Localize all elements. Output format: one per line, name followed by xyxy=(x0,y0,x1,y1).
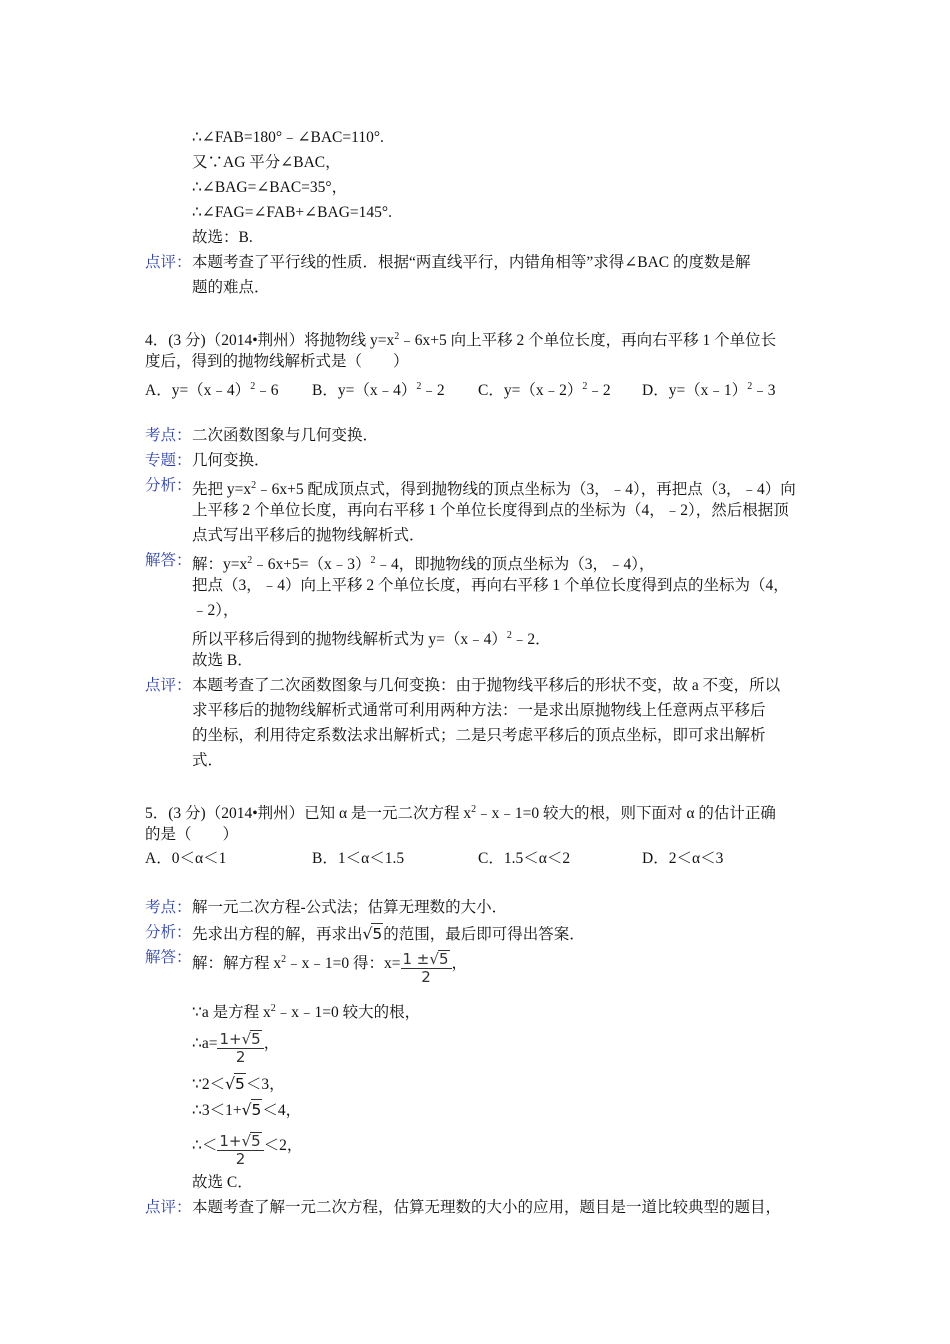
kaodian-text: 解一元二次方程-公式法；估算无理数的大小． xyxy=(192,899,508,916)
option-a: A．0＜α＜1 xyxy=(145,850,227,867)
jieda-label: 解答： xyxy=(145,552,192,569)
jieda-text: ∴3＜1+√5＜4， xyxy=(192,1101,302,1119)
fenxi-text: 先求出方程的解，再求出√5的范围，最后即可得出答案． xyxy=(192,925,585,943)
solution-line: 又∵AG 平分∠BAC， xyxy=(192,154,341,171)
fraction: $\frac{1 \pm√5}{2}$ xyxy=(401,950,452,986)
option-b: B．y=（x﹣4）$^2$﹣2 xyxy=(312,381,445,400)
fenxi-text: 上平移 2 个单位长度，再向右平移 1 个单位长度得到点的坐标为（4，﹣2），然后根据顶 xyxy=(192,502,789,519)
zhuanti-text: 几何变换． xyxy=(192,452,270,469)
fenxi-text: 点式写出平移后的抛物线解析式． xyxy=(192,527,425,544)
jieda-text: 解：$y=x^2﹣6x+5=(x﹣3)^2﹣4$，即抛物线的顶点坐标为（3，﹣4）， xyxy=(192,555,655,574)
option-a: A．y=（x﹣4）$^2$﹣6 xyxy=(145,381,279,400)
fenxi-label: 分析： xyxy=(145,477,192,494)
stem-text: ﹣6x+5 向上平移 2 个单位长度，再向右平移 1 个单位长 xyxy=(399,332,777,350)
review-text: 题的难点． xyxy=(192,279,270,296)
option-d: D．y=（x﹣1）$^2$﹣3 xyxy=(642,381,776,400)
fraction: $\frac{1+√5}{2}$ xyxy=(217,1132,263,1168)
zhuanti-label: 专题： xyxy=(145,452,192,469)
option-c: C．y=（x﹣2）$^2$﹣2 xyxy=(478,381,611,400)
stem-text: 4．(3 分)（2014•荆州）将抛物线 y=x xyxy=(145,332,395,350)
sqrt-icon: √ xyxy=(225,1075,236,1093)
kaodian-text: 二次函数图象与几何变换． xyxy=(192,427,379,444)
jieda-text: ∴＜ $\frac{1+√5}{2}$ ＜2， xyxy=(192,1132,303,1168)
review-label: 点评： xyxy=(145,677,192,694)
sqrt-icon: √ xyxy=(429,950,439,969)
fenxi-label: 分析： xyxy=(145,924,192,941)
review-text: 本题考查了二次函数图象与几何变换：由于抛物线平移后的形状不变，故 a 不变，所以 xyxy=(192,677,781,694)
jieda-text: ∵2＜√5＜3， xyxy=(192,1075,285,1093)
fraction: $\frac{1+√5}{2}$ xyxy=(217,1030,263,1066)
jieda-text: 把点（3，﹣4）向上平移 2 个单位长度，再向右平移 1 个单位长度得到点的坐标为（4， xyxy=(192,577,789,594)
jieda-text: ∵a 是方程 $x^2﹣x﹣1=0$ 较大的根， xyxy=(192,1003,421,1022)
kaodian-label: 考点： xyxy=(145,427,192,444)
sqrt-icon: √ xyxy=(241,1030,252,1048)
review-text: 本题考查了解一元二次方程，估算无理数的大小的应用，题目是一道比较典型的题目， xyxy=(192,1199,782,1216)
jieda-label: 解答： xyxy=(145,949,192,966)
answer-choice: 故选 C． xyxy=(192,1174,253,1191)
review-text: 本题考查了平行线的性质．根据“两直线平行，内错角相等”求得∠BAC 的度数是解 xyxy=(192,254,751,271)
option-d: D．2＜α＜3 xyxy=(642,850,724,867)
question-stem: 的是（ ） xyxy=(145,826,239,843)
review-label: 点评： xyxy=(145,254,192,271)
review-text: 式． xyxy=(192,752,224,769)
jieda-text: 解：解方程 $x^2﹣x﹣1=0$ 得：x= $\frac{1 \pm√5}{2}$ ， xyxy=(192,950,468,987)
option-b: B．1＜α＜1.5 xyxy=(312,850,405,867)
sqrt-icon: √ xyxy=(241,1132,252,1150)
question-stem xyxy=(145,327,776,351)
option-c: C．1.5＜α＜2 xyxy=(478,850,571,867)
review-text: 的坐标，利用待定系数法求出解析式；二是只考虑平移后的顶点坐标，即可求出解析 xyxy=(192,727,766,744)
question-stem: 度后，得到的抛物线解析式是（ ） xyxy=(145,353,409,370)
answer-choice: 故选 B． xyxy=(192,652,253,669)
jieda-text: ﹣2）， xyxy=(192,602,239,619)
kaodian-label: 考点： xyxy=(145,899,192,916)
sqrt-icon: √ xyxy=(362,925,373,943)
jieda-text: ∴a= $\frac{1+√5}{2}$ ， xyxy=(192,1030,280,1066)
review-text: 求平移后的抛物线解析式通常可利用两种方法：一是求出原抛物线上任意两点平移后 xyxy=(192,702,766,719)
sqrt-icon: √ xyxy=(241,1101,252,1119)
solution-line: ∴∠FAB=180°﹣∠BAC=110°. xyxy=(192,129,384,146)
superscript: 2 xyxy=(394,331,400,342)
review-label: 点评： xyxy=(145,1199,192,1216)
fenxi-text: 先把 $y=x^2﹣6x+5$ 配成顶点式，得到抛物线的顶点坐标为（3，﹣4），再把点（3，﹣4）向 xyxy=(192,480,796,499)
jieda-text: 所以平移后得到的抛物线解析式为 y=（x﹣4）$^2$﹣2． xyxy=(192,630,551,649)
solution-line: ∴∠BAG=∠BAC=35°， xyxy=(192,179,348,196)
question-stem: 5．(3 分)（2014•荆州）已知 α 是一元二次方程 $x^2﹣x﹣1=0$ 较大的根，则下面对 α 的估计正确 xyxy=(145,804,776,823)
solution-line: ∴∠FAG=∠FAB+∠BAG=145°. xyxy=(192,204,392,221)
answer-choice: 故选：B. xyxy=(192,229,253,246)
